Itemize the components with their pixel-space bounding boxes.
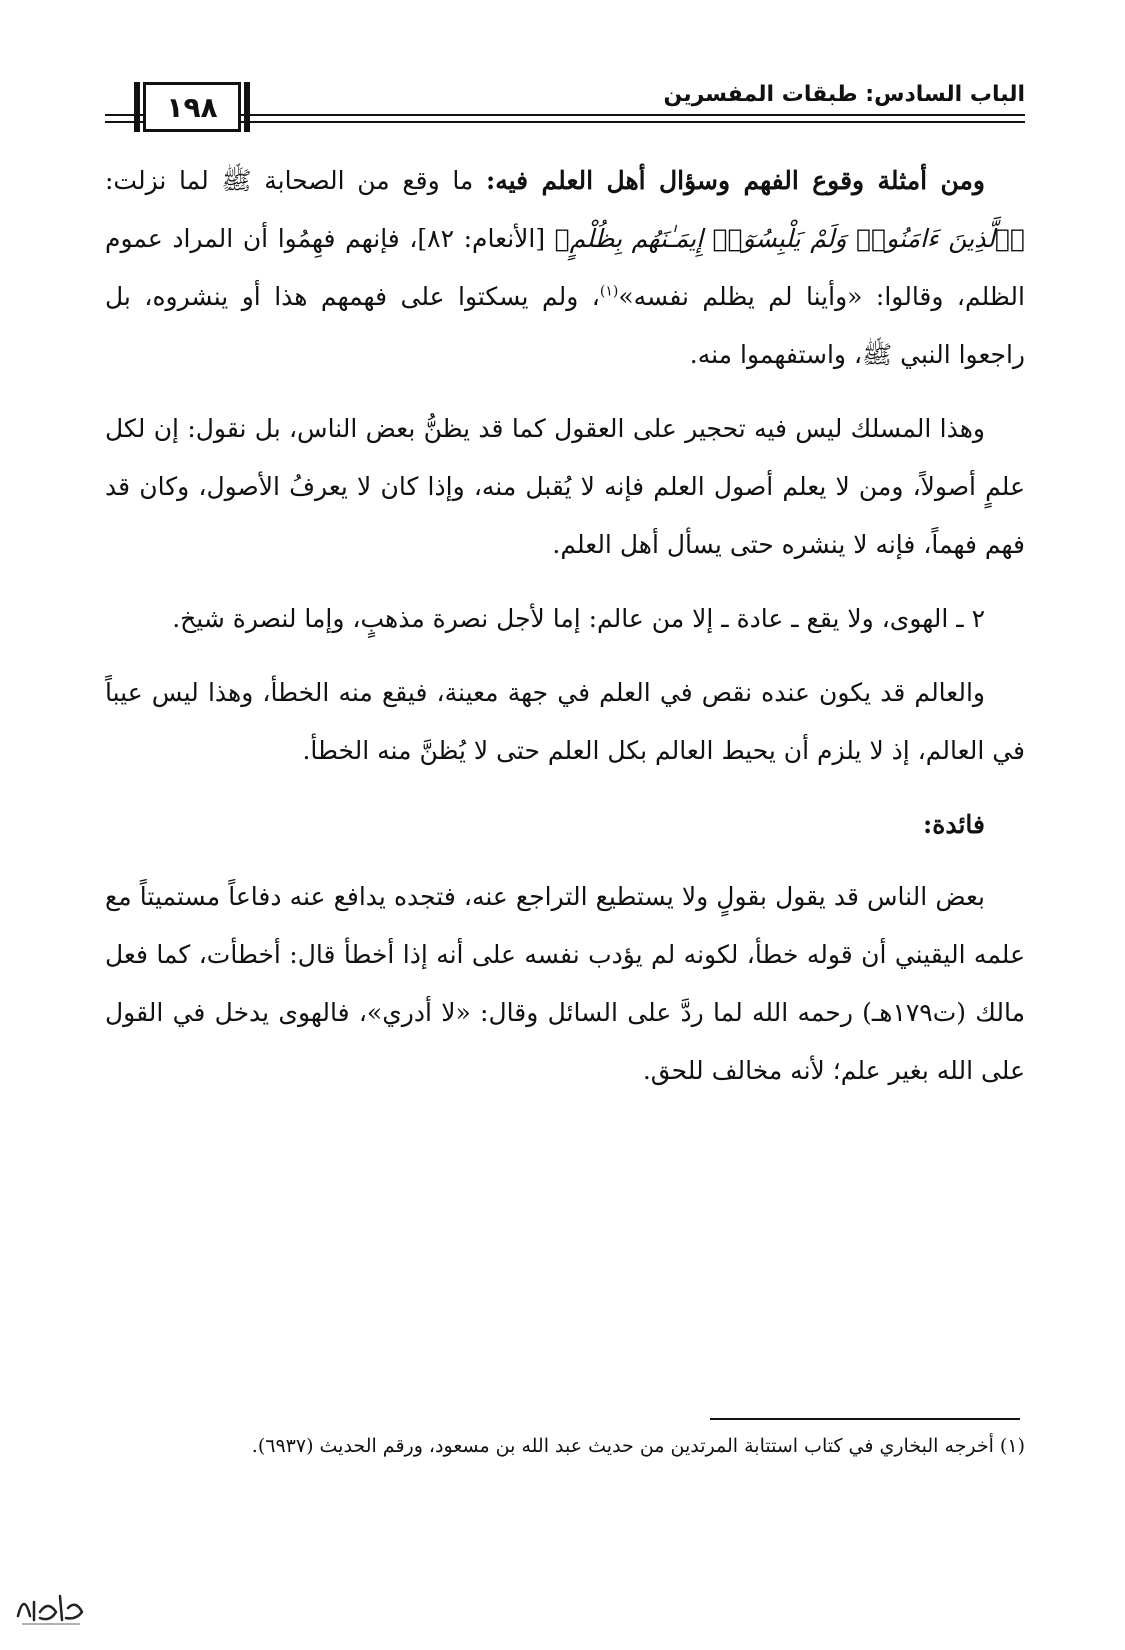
page-header xyxy=(105,82,1025,132)
footnotes xyxy=(105,1428,1025,1464)
paragraph-1 xyxy=(105,152,1025,384)
running-title: الباب السادس: طبقات المفسرين xyxy=(656,82,1025,107)
main-text xyxy=(105,152,1025,1116)
quran-verse: ﴿ٱلَّذِينَ ءَامَنُوا۟ وَلَمْ يَلْبِسُوٓا۟ إِيمَـٰنَهُم بِظُلْمٍ﴾ xyxy=(554,224,1026,253)
footnote-ref-1[interactable]: (١) xyxy=(599,283,619,300)
footnote-1: (١) أخرجه البخاري في كتاب استتابة المرتدين من حديث عبد الله بن مسعود، ورقم الحديث (٦٩٣٧). xyxy=(251,1435,1025,1457)
paragraph-1-part-c: ، ولم يسكتوا على فهمهم هذا أو ينشروه، بل راجعوا النبي ﷺ، واستفهموا منه. xyxy=(105,282,1025,369)
paragraph-4: والعالم قد يكون عنده نقص في العلم في جهة معينة، فيقع منه الخطأ، وهذا ليس عيباً في العالم، إذ لا يلزم أن يحيط العالم بكل العلم حتى لا يُظنَّ منه الخطأ. xyxy=(105,678,1025,765)
paragraph-2: وهذا المسلك ليس فيه تحجير على العقول كما قد يظنُّ بعض الناس، بل نقول: إن لكل علمٍ أصولاً، ومن لا يعلم أصول العلم فإنه لا يُقبل منه، وإذا كان لا يعرفُ الأصول، وكان قد فهم فهماً، فإنه لا ينشره حتى يسأل أهل العلم. xyxy=(105,414,1025,559)
paragraph-1-part-a: ما وقع من الصحابة ﷺ لما نزلت: xyxy=(105,166,486,195)
footnote-rule xyxy=(710,1418,1020,1420)
paragraph-3: ٢ ـ الهوى، ولا يقع ـ عادة ـ إلا من عالم: إما لأجل نصرة مذهبٍ، وإما لنصرة شيخ. xyxy=(172,604,985,633)
paragraph-1-lead: ومن أمثلة وقوع الفهم وسؤال أهل العلم فيه: xyxy=(486,166,985,195)
header-rule-bottom xyxy=(105,121,1025,123)
publisher-logo xyxy=(10,1582,90,1630)
page-number: ١٩٨ xyxy=(143,82,241,132)
paragraph-5: بعض الناس قد يقول بقولٍ ولا يستطيع التراجع عنه، فتجده يدافع عنه دفاعاً مستميتاً مع علمه اليقيني أن قوله خطأ، لكونه لم يؤدب نفسه على أنه إذا أخطأ قال: أخطأت، كما فعل مالك (ت١٧٩هـ) رحمه الله لما ردَّ على السائل وقال: «لا أدري»، فالهوى يدخل في القول على الله بغير علم؛ لأنه مخالف للحق. xyxy=(105,882,1025,1085)
section-heading: فائدة: xyxy=(923,810,985,839)
header-rule-top xyxy=(105,114,1025,116)
paragraph-1-part-b: [الأنعام: ٨٢]، فإنهم فهِمُوا أن المراد عموم الظلم، وقالوا: «وأينا لم يظلم نفسه» xyxy=(105,224,1025,311)
